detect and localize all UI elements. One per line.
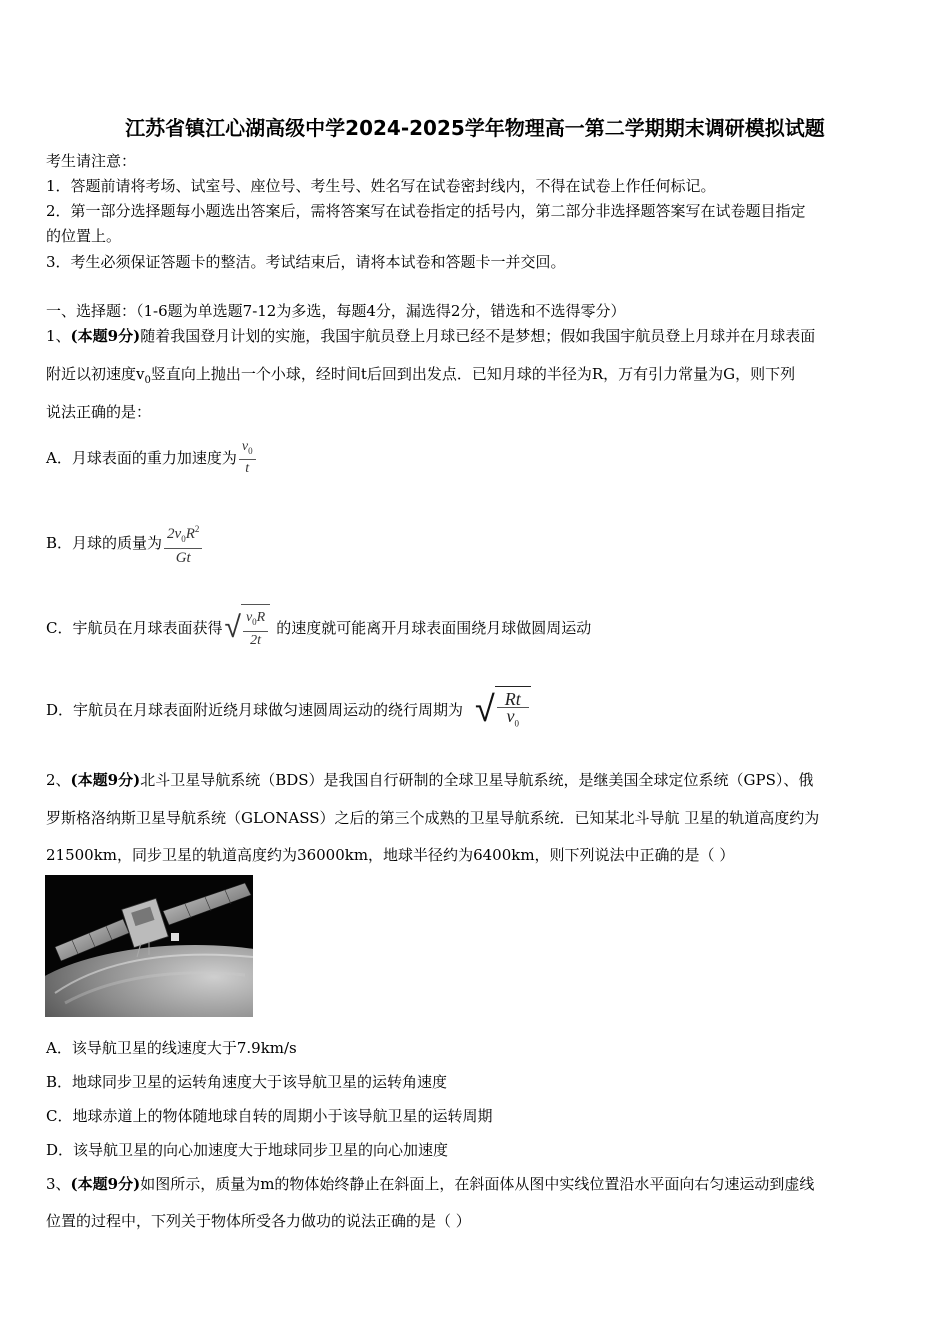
q1-line-1 [46,326,815,346]
q1-c-num-sub: 0 [252,616,257,627]
q2-points: (本题9分) [70,771,141,789]
sqrt-icon: √ [475,689,495,730]
q1-option-d [46,686,531,734]
sqrt-icon: √ [224,610,241,645]
q1-option-c-formula [224,604,270,652]
q1-b-num-a: 2v [167,525,182,542]
q1-points: (本题9分) [70,327,141,345]
q1-text-2a: 附近以初速度v [46,365,145,383]
q1-option-b [46,520,202,566]
q2-option-a: A．该导航卫星的线速度大于7.9km/s [46,1039,297,1057]
q1-text-1: 随着我国登月计划的实施，我国宇航员登上月球已经不是梦想；假如我国宇航员登上月球并在月球表面 [140,327,816,345]
q1-text-2-sub: 0 [144,375,151,386]
q3-text-1: 如图所示，质量为m的物体始终静止在斜面上，在斜面体从图中实线位置沿水平面向右匀速运动到虚线 [140,1175,815,1193]
notice-item-3: 3．考生必须保证答题卡的整洁。考试结束后，请将本试卷和答题卡一并交回。 [46,253,566,271]
notice-item-2: 2．第一部分选择题每小题选出答案后，需将答案写在试卷指定的括号内，第二部分非选择题答案写在试卷题目指定 [46,202,806,220]
q2-line-2: 罗斯格洛纳斯卫星导航系统（GLONASS）之后的第三个成熟的卫星导航系统．已知某北斗导航 卫星的轨道高度约为 [46,809,820,827]
q1-c-den: 2t [250,632,262,648]
q3-line-2: 位置的过程中，下列关于物体所受各力做功的说法正确的是（ ） [46,1212,471,1230]
q1-b-num-b: R [185,525,195,542]
q1-c-num: v [245,610,253,626]
q1-text-2b: 竖直向上抛出一个小球，经时间t后回到出发点．已知月球的半径为R，万有引力常量为G，则下列 [150,365,796,383]
q2-number: 2、 [46,771,71,789]
page-title: 江苏省镇江心湖高级中学2024-2025学年物理高一第二学期期末调研模拟试题 [125,116,825,140]
q1-a-num-sub: 0 [248,445,253,456]
q1-option-b-formula [164,521,202,566]
q3-number: 3、 [46,1175,71,1193]
q2-option-c: C．地球赤道上的物体随地球自转的周期小于该导航卫星的运转周期 [46,1107,493,1125]
q3-points: (本题9分) [70,1175,141,1193]
q1-option-a-formula [239,439,256,478]
q1-d-num: Rt [497,691,529,708]
notice-item-1: 1．答题前请将考场、试室号、座位号、考生号、姓名写在试卷密封线内，不得在试卷上作任何标记。 [46,177,716,195]
q1-option-a [46,436,256,480]
q1-d-den: v [506,706,515,727]
q1-option-d-text: D．宇航员在月球表面附近绕月球做匀速圆周运动的绕行周期为 [46,701,464,719]
q1-option-a-text: A．月球表面的重力加速度为 [46,449,237,467]
q1-c-num-b: R [256,610,266,626]
q1-option-b-text: B．月球的质量为 [46,534,163,552]
q1-line-2 [46,364,795,391]
q1-b-num-sup: 2 [194,523,200,534]
q1-d-den-sub: 0 [514,718,520,729]
notice-item-2-cont: 的位置上。 [46,227,122,245]
q2-text-1: 北斗卫星导航系统（BDS）是我国自行研制的全球卫星导航系统，是继美国全球定位系统（GPS）、俄 [140,771,814,789]
q2-option-b: B．地球同步卫星的运转角速度大于该导航卫星的运转角速度 [46,1073,448,1091]
q2-line-3: 21500km，同步卫星的轨道高度约为36000km，地球半径约为6400km，则下列说法中正确的是（ ） [46,846,735,864]
q1-a-num: v [241,438,249,454]
q1-option-c-text-b: 的速度就可能离开月球表面围绕月球做圆周运动 [276,619,592,637]
q1-b-den: Gt [175,549,191,566]
q1-number: 1、 [46,327,71,345]
q1-line-3: 说法正确的是： [46,403,152,421]
notice-heading: 考生请注意： [46,152,137,170]
q1-b-num-sub: 0 [181,533,186,544]
satellite-image [45,875,253,1017]
q1-option-d-formula [475,686,531,734]
q3-line-1 [46,1174,814,1194]
q1-option-c [46,602,591,654]
section-heading: 一、选择题：（1-6题为单选题7-12为多选，每题4分，漏选得2分，错选和不选得零分） [46,302,626,320]
q2-option-d: D．该导航卫星的向心加速度大于地球同步卫星的向心加速度 [46,1141,449,1159]
q1-option-c-text-a: C．宇航员在月球表面获得 [46,619,223,637]
q1-a-den: t [245,461,250,477]
q2-line-1 [46,770,813,790]
